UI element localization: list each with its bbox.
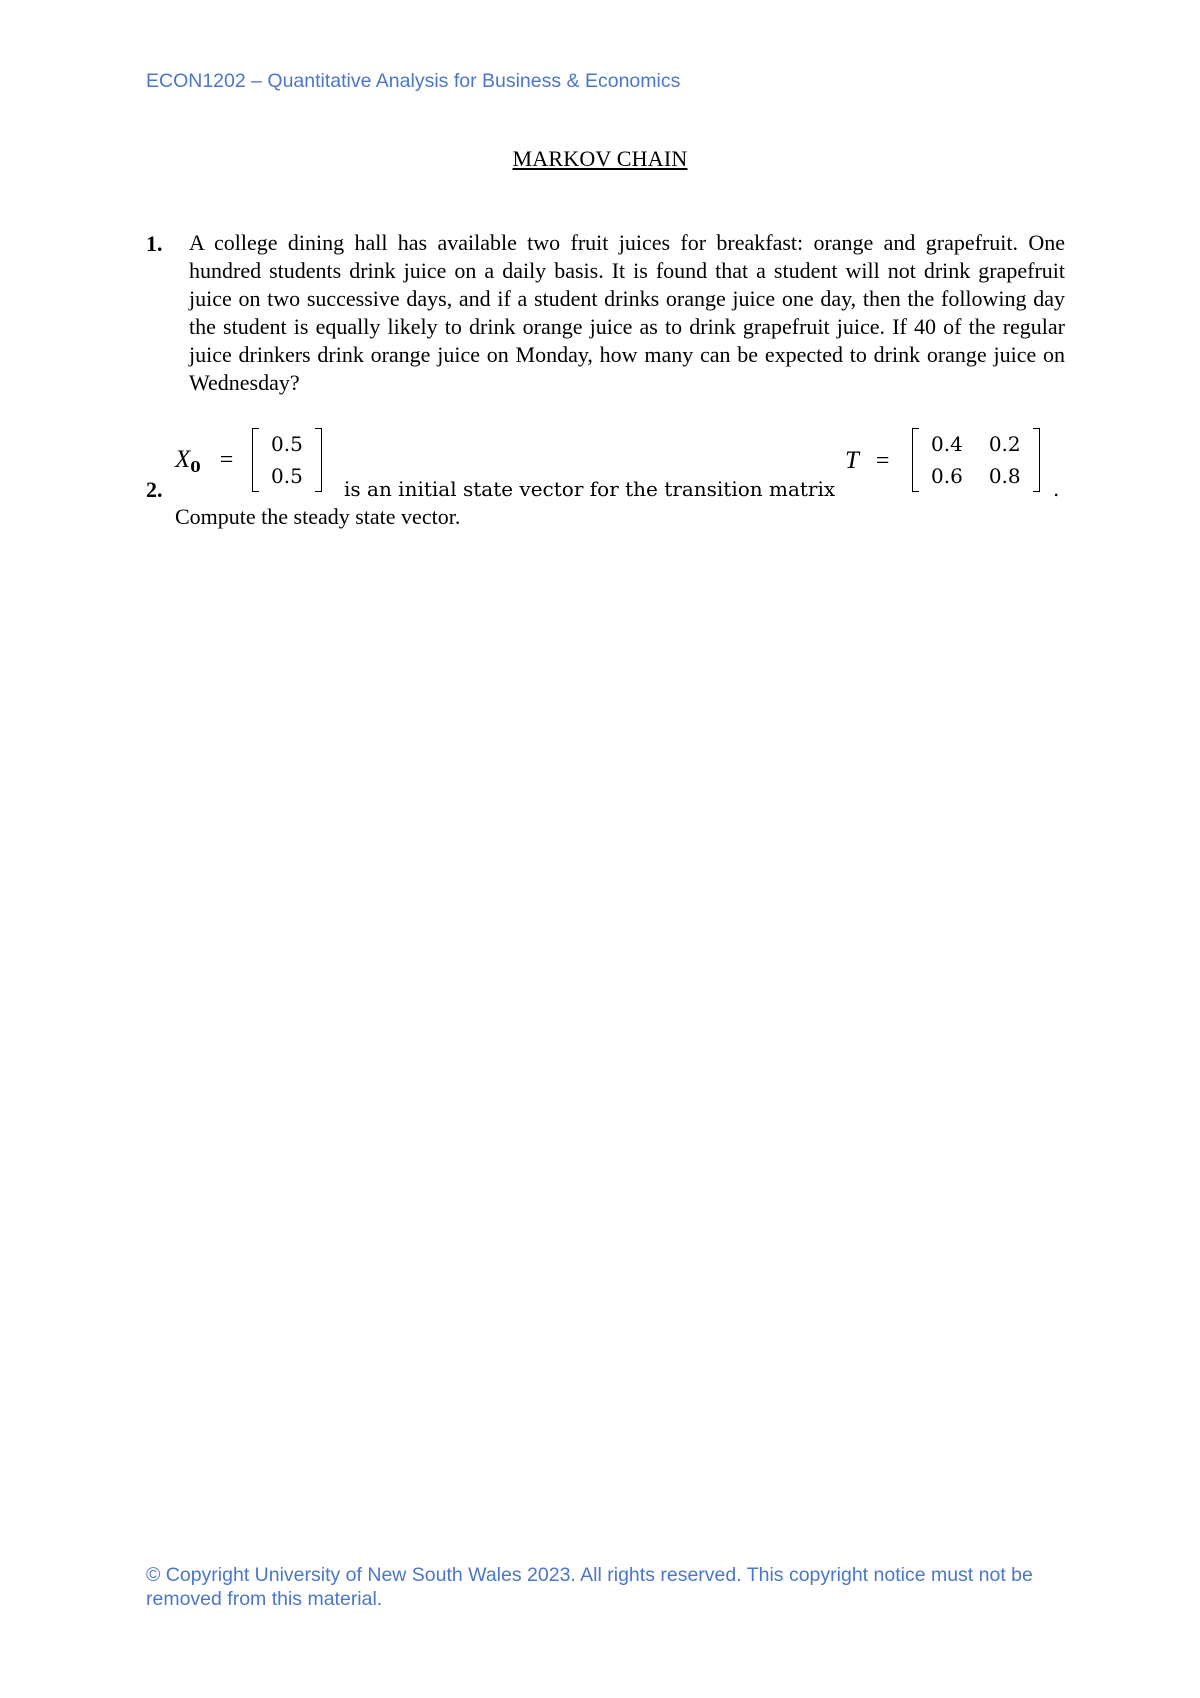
copyright-notice: © Copyright University of New South Wales 2023. All rights reserved. This copyright notice must not be removed from this material. bbox=[146, 1564, 1033, 1610]
t-label bbox=[845, 447, 889, 475]
question-1-text: A college dining hall has available two fruit juices for breakfast: orange and grapefruit. One hundred students drink juice on a daily basis. It is found that a student will not drink grapefruit juice on two successive days, and if a student drinks orange juice one day, then the following day the student is equally likely to drink orange juice as to drink grapefruit juice. If 40 of the regular juice drinkers drink orange juice on Monday, how many can be expected to drink orange juice on Wednesday? bbox=[189, 230, 1065, 395]
x0-equals: = bbox=[219, 447, 234, 473]
question-2-end-punct: . bbox=[1053, 477, 1060, 501]
question-2-number: 2. bbox=[146, 477, 163, 502]
t-equals: = bbox=[875, 448, 890, 474]
x0-subscript: 0 bbox=[190, 458, 201, 476]
page-title: MARKOV CHAIN bbox=[512, 146, 688, 171]
vector-cell: 0.5 bbox=[271, 432, 303, 456]
t-symbol: T bbox=[845, 447, 859, 474]
right-bracket bbox=[1033, 428, 1040, 492]
matrix-cell: 0.8 bbox=[988, 464, 1021, 488]
x0-symbol: X bbox=[175, 446, 191, 473]
question-1-number: 1. bbox=[146, 231, 163, 256]
matrix-cell: 0.4 bbox=[931, 432, 963, 456]
vector-cell: 0.5 bbox=[271, 464, 303, 488]
transition-matrix bbox=[912, 428, 1040, 492]
course-header: ECON1202 – Quantitative Analysis for Business & Economics bbox=[146, 70, 681, 92]
x0-label bbox=[175, 446, 233, 476]
question-2-mid-text: is an initial state vector for the transition matrix bbox=[344, 477, 836, 501]
matrix-cell: 0.6 bbox=[931, 464, 963, 488]
question-2-instruction: Compute the steady state vector. bbox=[175, 504, 461, 529]
left-bracket bbox=[252, 428, 259, 492]
left-bracket bbox=[912, 428, 919, 492]
initial-state-vector bbox=[252, 428, 322, 492]
right-bracket bbox=[315, 428, 322, 492]
matrix-cell: 0.2 bbox=[988, 432, 1021, 456]
